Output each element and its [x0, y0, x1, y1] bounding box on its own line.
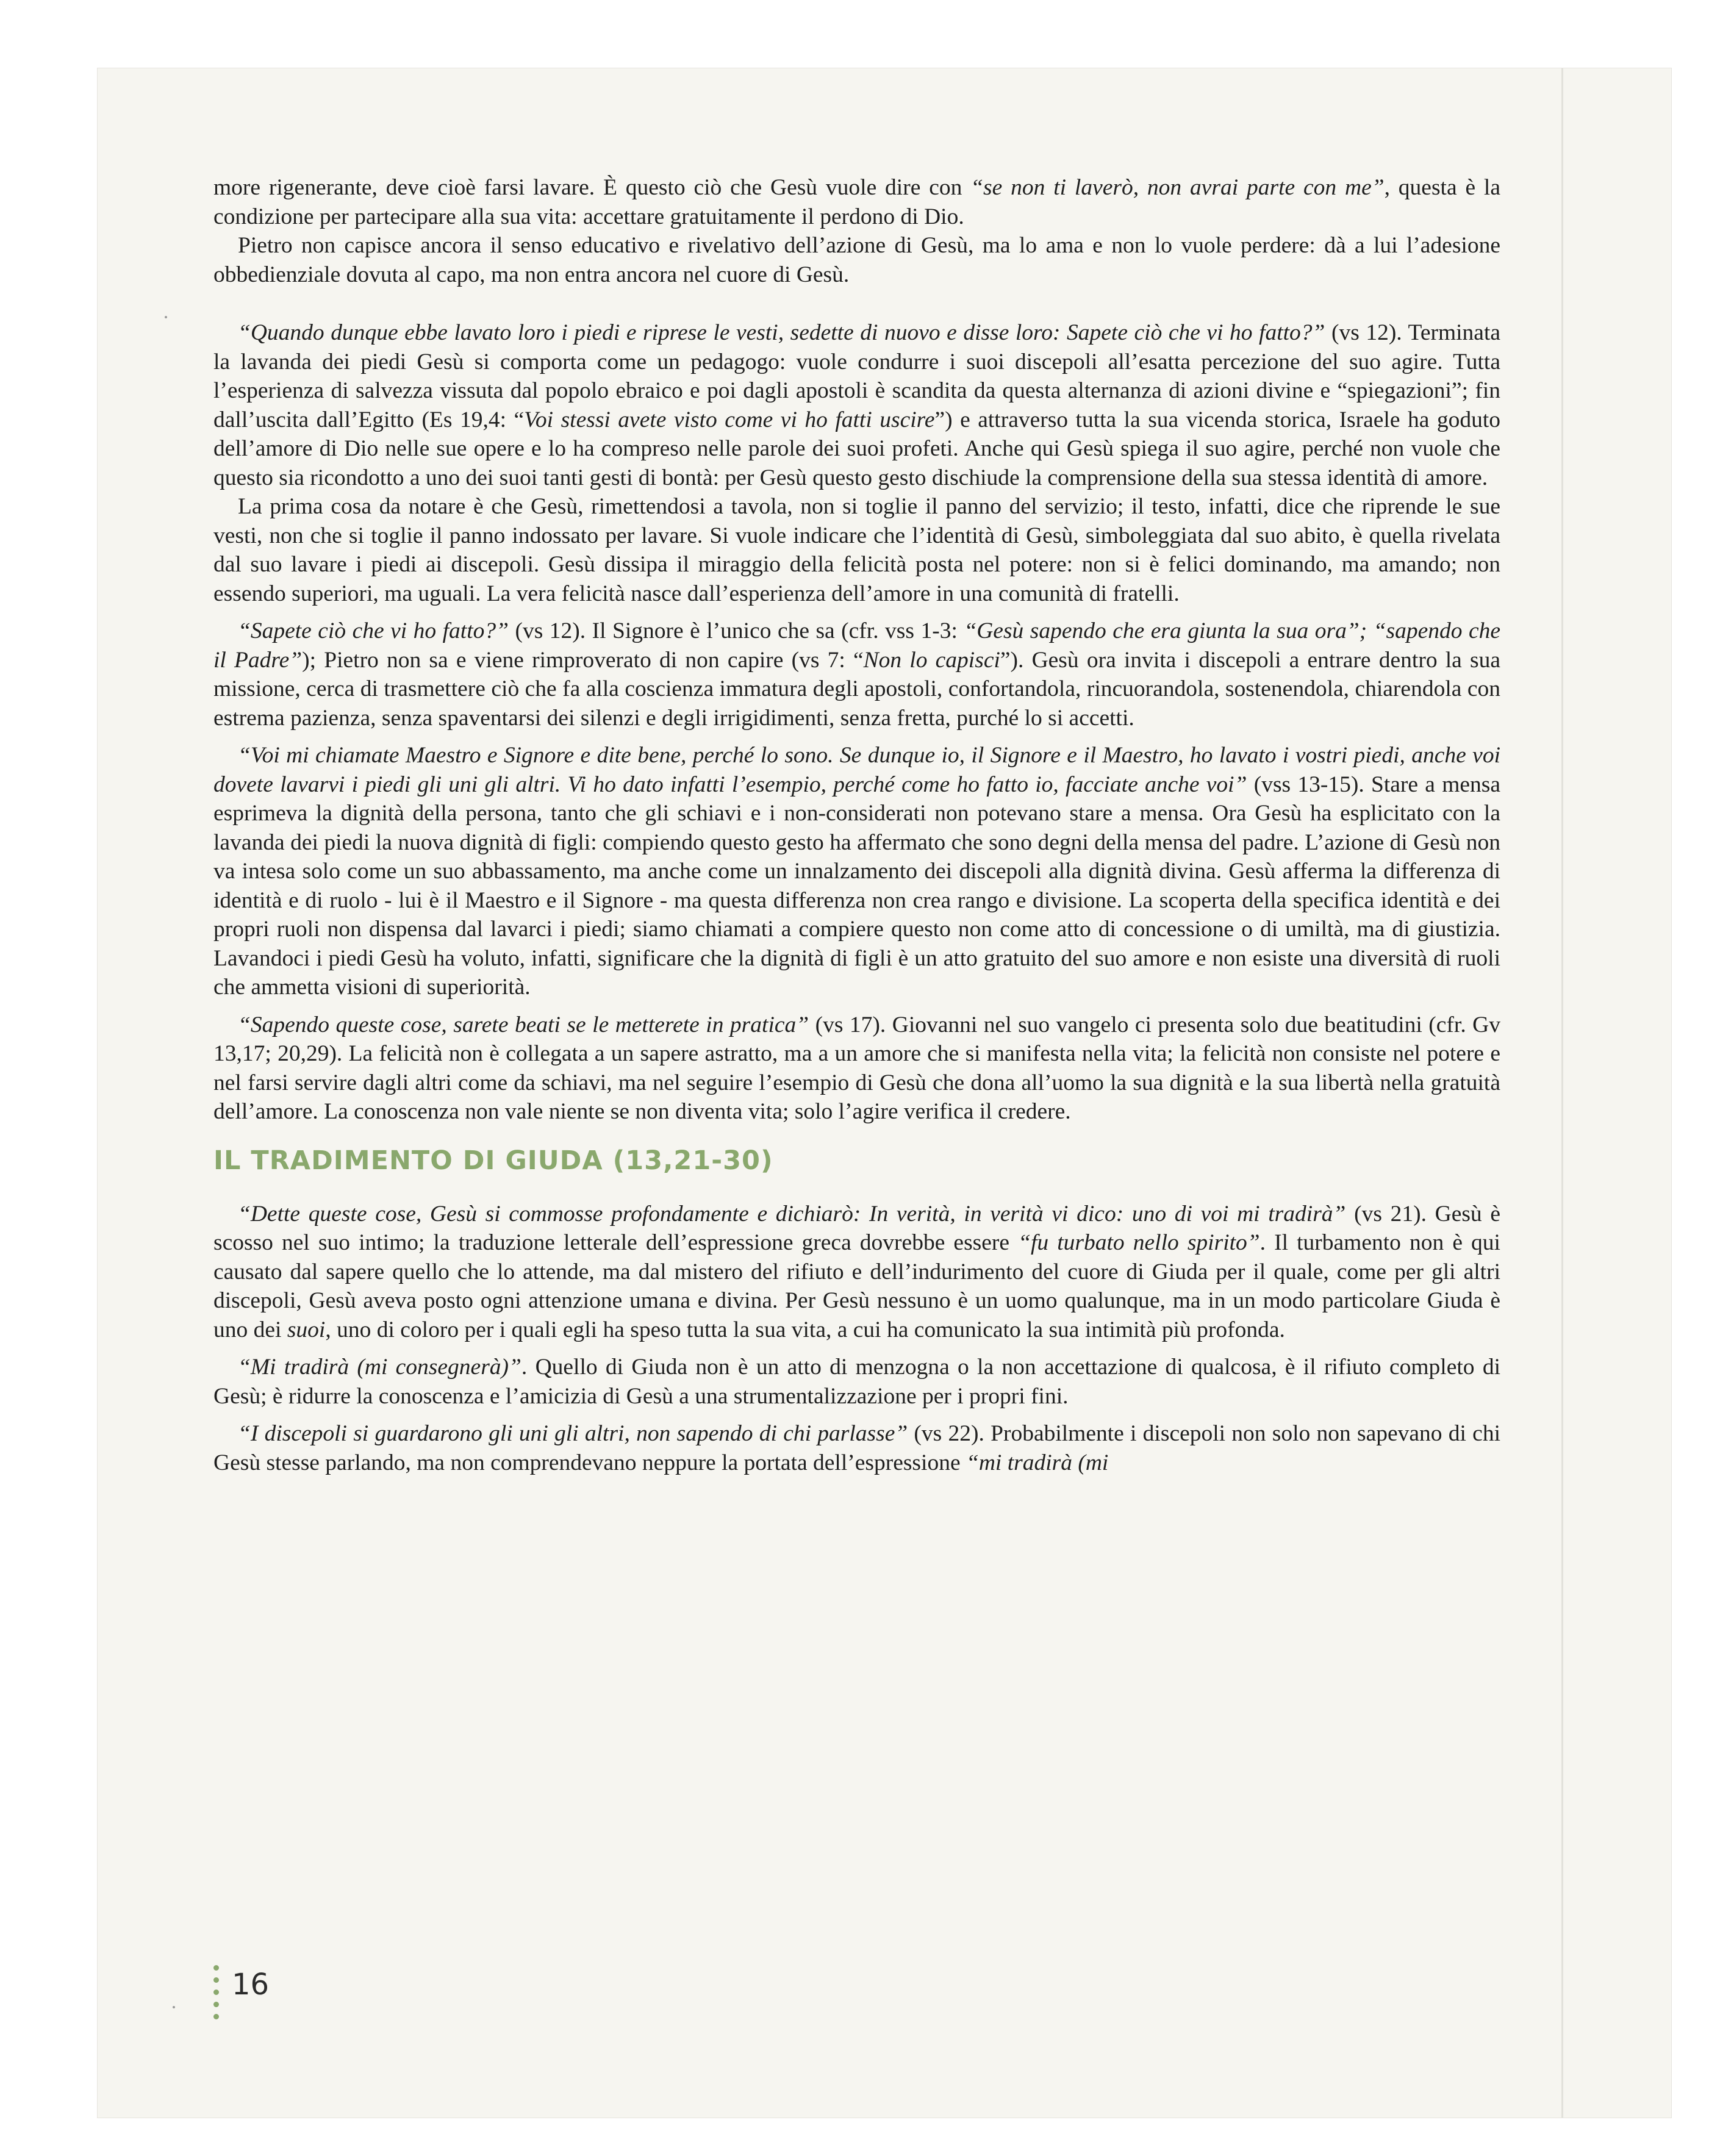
- quotation-text: Voi stessi avete visto come vi ho fatti uscire: [524, 407, 935, 432]
- paragraph-4: [213, 492, 1500, 608]
- paragraph-10: [213, 1419, 1500, 1477]
- paragraph-1: [213, 173, 1500, 231]
- body-text: , uno di coloro per i quali egli ha speso tutta la sua vita, a cui ha comunicato la sua intimità più profonda.: [325, 1317, 1285, 1342]
- body-text: ”) e attraverso tutta la sua vicenda storica, Israele ha goduto dell’amore di Dio nelle sue opere e lo ha compreso nelle parole dei suoi profeti. Anche qui Gesù spiega il suo agire, perché non vuole che questo sia ricondotto a uno dei suoi tanti gesti di bontà: per Gesù questo gesto dischiude la comprensione della sua stessa identità di amore.: [213, 407, 1501, 490]
- page-fold-line: [1561, 68, 1563, 2118]
- paragraph-9: [213, 1353, 1500, 1411]
- quotation-text: “Dette queste cose, Gesù si commosse profondamente e dichiarò: In verità, in verità vi dico: uno di voi mi tradirà”: [238, 1201, 1346, 1227]
- body-text: La prima cosa da notare è che Gesù, rimettendosi a tavola, non si toglie il panno del servizio; il testo, infatti, dice che riprende le sue vesti, non che si toglie il panno indossato per lavare. Si vuole indicare che l’identità di Gesù, simboleggiata dal suo abito, è quella rivelata dal suo lavare i piedi ai discepoli. Gesù dissipa il miraggio della felicità posta nel potere: non si è felici dominando, ma amando; non essendo superiori, ma uguali. La vera felicità nasce dall’esperienza dell’amore in una comunità di fratelli.: [213, 494, 1500, 606]
- quotation-text: “se non ti laverò, non avrai parte con me”: [970, 175, 1385, 200]
- quotation-text: “fu turbato nello spirito”: [1018, 1230, 1260, 1255]
- decorative-dots-icon: [213, 1965, 220, 2026]
- quotation-text: Non lo capisci: [863, 647, 1000, 673]
- paragraph-5: [213, 617, 1500, 732]
- body-text: , questa è la condizione per partecipare alla sua vita: accettare gratuitamente il perdono di Dio.: [213, 175, 1500, 229]
- quotation-text: “Gesù sapendo che era giunta la sua ora”; “sapendo che il Padre”: [213, 618, 1501, 673]
- body-text: (vs 22). Probabilmente i discepoli non solo non sapevano di chi Gesù stesse parlando, ma non comprendevano neppure la portata dell’espressione: [213, 1421, 1500, 1475]
- quotation-text: “mi tradirà (mi: [966, 1450, 1109, 1475]
- body-text: more rigenerante, deve cioè farsi lavare. È questo ciò che Gesù vuole dire con: [213, 175, 971, 200]
- paragraph-3: [213, 318, 1500, 492]
- body-text: (vs 21). Gesù è scosso nel suo intimo; la traduzione letterale dell’espressione greca dovrebbe essere: [213, 1201, 1500, 1255]
- body-text: . Quello di Giuda non è un atto di menzogna o la non accettazione di qualcosa, è il rifiuto completo di Gesù; è ridurre la conoscenza e l’amicizia di Gesù a una strumentalizzazione per i propri fini.: [213, 1355, 1500, 1409]
- body-text: Pietro non capisce ancora il senso educativo e rivelativo dell’azione di Gesù, ma lo ama e non lo vuole perdere: dà a lui l’adesione obbedienziale dovuta al capo, ma non entra ancora nel cuore di Gesù.: [213, 233, 1500, 287]
- paper-speck: [165, 316, 167, 318]
- body-text: ”). Gesù ora invita i discepoli a entrare dentro la sua missione, cerca di trasmettere ciò che fa alla coscienza immatura degli apostoli, confortandola, rincuorandola, sostenendola, chiarendola con estrema pazienza, senza spaventarsi dei silenzi e degli irrigidimenti, senza fretta, purché lo si accetti.: [213, 647, 1500, 731]
- section-heading: IL TRADIMENTO DI GIUDA (13,21-30): [213, 1145, 773, 1176]
- quotation-text: suoi: [287, 1317, 326, 1342]
- paragraph-8: [213, 1200, 1500, 1345]
- paragraph-2: [213, 231, 1500, 289]
- quotation-text: “Voi mi chiamate Maestro e Signore e dite bene, perché lo sono. Se dunque io, il Signore e il Maestro, ho lavato i vostri piedi, anche voi dovete lavarvi i piedi gli uni gli altri. Vi ho dato infatti l’esempio, perché come ho fatto io, facciate anche voi”: [213, 743, 1500, 797]
- quotation-text: “Quando dunque ebbe lavato loro i piedi e riprese le vesti, sedette di nuovo e disse loro: Sapete ciò che vi ho fatto?”: [238, 320, 1325, 345]
- paper-speck: [173, 2006, 175, 2008]
- quotation-text: “I discepoli si guardarono gli uni gli altri, non sapendo di chi parlasse”: [238, 1421, 908, 1446]
- body-text: (vs 12). Il Signore è l’unico che sa (cfr. vss 1-3:: [508, 618, 964, 643]
- quotation-text: “Sapete ciò che vi ho fatto?”: [238, 618, 509, 643]
- quotation-text: “Sapendo queste cose, sarete beati se le metterete in pratica”: [238, 1012, 809, 1037]
- body-text: (vs 12). Terminata la lavanda dei piedi Gesù si comporta come un pedagogo: vuole condurre i suoi discepoli all’esatta percezione del suo agire. Tutta l’esperienza di salvezza vissuta dal popolo ebraico e poi dagli apostoli è scandita da questa alternanza di azioni divine e “spiegazioni”; fin dall’uscita dall’Egitto (Es 19,4: “: [213, 320, 1501, 432]
- paragraph-6: [213, 741, 1500, 1002]
- body-text: (vss 13-15). Stare a mensa esprimeva la dignità della persona, tanto che gli schiavi e i non-considerati non potevano stare a mensa. Ora Gesù ha esplicitato con la lavanda dei piedi la nuova dignità di figli: compiendo questo gesto ha affermato che sono degni della mensa del padre. L’azione di Gesù non va intesa solo come un suo abbassamento, ma anche come un innalzamento dei discepoli alla dignità divina. Gesù afferma la differenza di identità e di ruolo - lui è il Maestro e il Signore - ma questa differenza non crea rango e divisione. La scoperta della specifica identità e dei propri ruoli non dispensa dal lavarci i piedi; siamo chiamati a compiere questo non come atto di concessione o di umiltà, ma di giustizia. Lavandoci i piedi Gesù ha voluto, infatti, significare che la dignità di figli è un atto gratuito del suo amore e non esiste una diversità di ruoli che ammetta visioni di superiorità.: [213, 772, 1500, 1000]
- body-text: . Il turbamento non è qui causato dal sapere quello che lo attende, ma dal mistero del rifiuto e dell’indurimento del cuore di Giuda per il quale, come per gli altri discepoli, Gesù aveva posto ogni attenzione umana e divina. Per Gesù nessuno è un uomo qualunque, ma in un modo particolare Giuda è uno dei: [213, 1230, 1500, 1342]
- quotation-text: “Mi tradirà (mi consegnerà)”: [238, 1355, 521, 1380]
- body-text: (vs 17). Giovanni nel suo vangelo ci presenta solo due beatitudini (cfr. Gv 13,17; 20,29). La felicità non è collegata a un sapere astratto, ma a un amore che si manifesta nella vita; la felicità non consiste nel potere e nel farsi servire dagli altri come da schiavi, ma nel seguire l’esempio di Gesù che dona all’uomo la sua dignità e la sua libertà nella gratuità dell’amore. La conoscenza non vale niente se non diventa vita; solo l’agire verifica il credere.: [213, 1012, 1500, 1124]
- body-text: ); Pietro non sa e viene rimproverato di non capire (vs 7: “: [302, 647, 864, 673]
- paragraph-7: [213, 1011, 1500, 1126]
- page-number: 16: [232, 1968, 270, 2002]
- article-body: [213, 173, 1500, 1477]
